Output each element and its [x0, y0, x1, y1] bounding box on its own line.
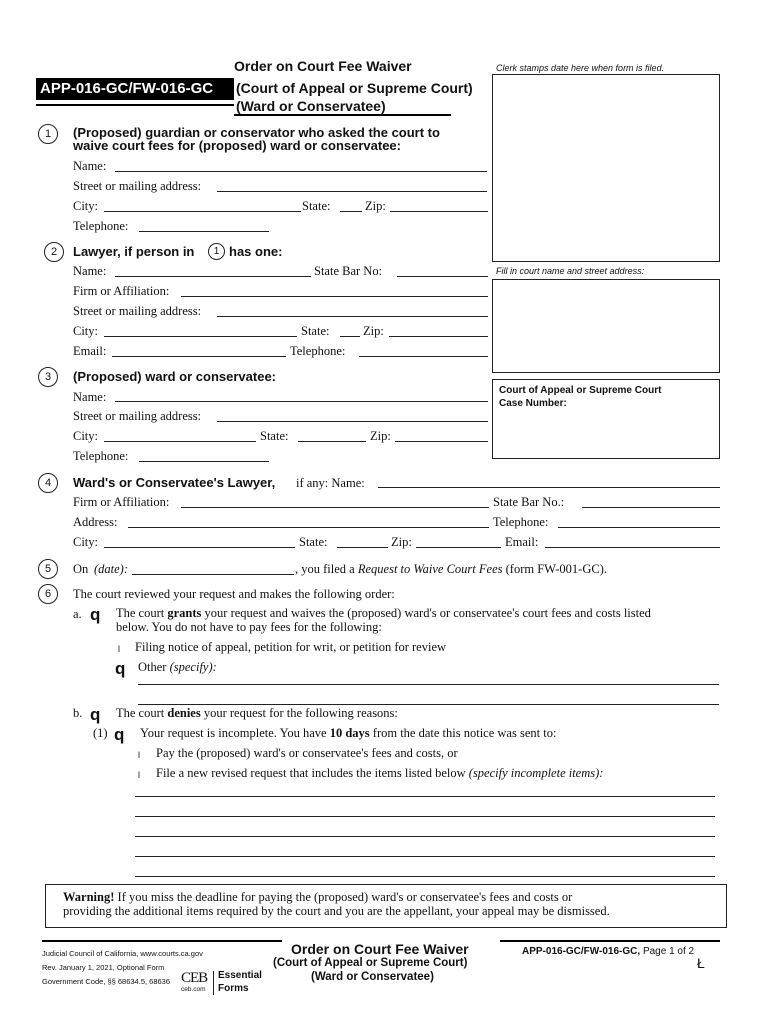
s3-city-label: City:: [73, 429, 99, 443]
s5-on-label: On: [73, 562, 89, 576]
s4-firm-input[interactable]: [181, 507, 489, 508]
s6a-checkbox[interactable]: q: [90, 605, 101, 624]
s6a-other-input-2[interactable]: [138, 704, 719, 705]
s1-name-input[interactable]: [115, 171, 487, 172]
s2-name-label: Name:: [73, 264, 107, 278]
incomplete-items-line-2[interactable]: [135, 816, 715, 817]
s6b1-text: Your request is incomplete. You have 10 days from the date this notice was sent to:: [140, 726, 557, 740]
incomplete-items-line-4[interactable]: [135, 856, 715, 857]
s2-zip-input[interactable]: [389, 336, 488, 337]
s6-intro: The court reviewed your request and makes the following order:: [73, 587, 395, 601]
incomplete-items-line-1[interactable]: [135, 796, 715, 797]
s4-city-input[interactable]: [104, 547, 295, 548]
ceb-logo-sub: ceb.com: [181, 986, 206, 993]
case-number-box[interactable]: [492, 379, 720, 459]
s3-zip-label: Zip:: [370, 429, 391, 443]
warning-box: [45, 884, 727, 928]
s4-state-label: State:: [299, 535, 328, 549]
s6a-other-input-1[interactable]: [138, 684, 719, 685]
incomplete-items-line-3[interactable]: [135, 836, 715, 837]
s6a-text-2: below. You do not have to pay fees for the following:: [116, 620, 382, 634]
s6a-text-1: The court grants your request and waives the (proposed) ward's or conservatee's court fees and costs listed: [116, 606, 651, 620]
case-number-label-1: Court of Appeal or Supreme Court: [499, 385, 662, 396]
s3-city-input[interactable]: [104, 441, 256, 442]
s2-bar-input[interactable]: [397, 276, 488, 277]
s6b-label: b.: [73, 706, 83, 720]
section-5-number: 5: [38, 559, 58, 579]
section-1-heading-2: waive court fees for (proposed) ward or conservatee:: [73, 138, 401, 153]
s6b-text: The court denies your request for the following reasons:: [116, 706, 398, 720]
section-1-heading-1: (Proposed) guardian or conservator who asked the court to: [73, 125, 440, 140]
s4-address-input[interactable]: [128, 527, 489, 528]
s4-name-label: if any: Name:: [296, 476, 365, 490]
s3-street-label: Street or mailing address:: [73, 409, 202, 423]
s2-email-input[interactable]: [112, 356, 286, 357]
s2-firm-input[interactable]: [181, 296, 488, 297]
footer-rule-right: [500, 940, 720, 942]
footer-title: Order on Court Fee Waiver: [291, 941, 469, 957]
s2-bar-label: State Bar No:: [314, 264, 383, 278]
s1-telephone-label: Telephone:: [73, 219, 129, 233]
section-3-number: 3: [38, 367, 58, 387]
s1-zip-input[interactable]: [390, 211, 488, 212]
court-address-note: Fill in court name and street address:: [496, 266, 645, 276]
footer-rule-left: [42, 940, 282, 942]
section-2-number: 2: [44, 242, 64, 262]
section-2-heading-a: Lawyer, if person in: [73, 244, 195, 259]
footer-revision: Rev. January 1, 2021, Optional Form: [42, 963, 165, 972]
s3-state-input[interactable]: [298, 441, 366, 442]
s1-telephone-input[interactable]: [139, 231, 269, 232]
s6b1-bullet-2: l: [138, 770, 140, 780]
s3-name-label: Name:: [73, 390, 107, 404]
s3-state-label: State:: [260, 429, 289, 443]
clerk-stamp-note: Clerk stamps date here when form is filed.: [496, 63, 665, 73]
section-2-heading-b: has one:: [229, 244, 283, 259]
s6b1-label: (1): [93, 726, 108, 740]
s1-state-label: State:: [302, 199, 331, 213]
header-subtitle-court: (Court of Appeal or Supreme Court): [236, 80, 473, 96]
s5-date-input[interactable]: [132, 574, 294, 575]
s5-date-label: (date):: [94, 562, 129, 576]
section-4-heading: Ward's or Conservatee's Lawyer,: [73, 475, 276, 490]
s6a-item-1: Filing notice of appeal, petition for writ, or petition for review: [135, 640, 447, 654]
s4-zip-label: Zip:: [391, 535, 412, 549]
warning-text-2: providing the additional items required by the court and you are the appellant, your appeal may be dismissed.: [63, 904, 610, 918]
s2-telephone-label: Telephone:: [290, 344, 346, 358]
s4-bar-input[interactable]: [582, 507, 720, 508]
s4-firm-label: Firm or Affiliation:: [73, 495, 170, 509]
s2-state-input[interactable]: [340, 336, 360, 337]
s2-zip-label: Zip:: [363, 324, 384, 338]
section-2-ref-number: 1: [208, 243, 225, 260]
s2-name-input[interactable]: [115, 276, 311, 277]
s4-telephone-label: Telephone:: [493, 515, 549, 529]
header-title: Order on Court Fee Waiver: [234, 58, 412, 74]
s4-telephone-input[interactable]: [558, 527, 720, 528]
footer-council: Judicial Council of California, www.courts.ca.gov: [42, 949, 203, 958]
s4-city-label: City:: [73, 535, 99, 549]
form-id-badge: APP-016-GC/FW-016-GC: [36, 78, 234, 100]
essential-forms-logo-2: Forms: [218, 983, 249, 994]
s1-name-label: Name:: [73, 159, 107, 173]
s2-city-input[interactable]: [104, 336, 297, 337]
s2-city-label: City:: [73, 324, 99, 338]
s6a-label: a.: [73, 607, 82, 621]
footer-subtitle-court: (Court of Appeal or Supreme Court): [273, 957, 468, 969]
section-6-number: 6: [38, 584, 58, 604]
s6b-checkbox[interactable]: q: [90, 705, 101, 724]
s4-address-label: Address:: [73, 515, 118, 529]
s2-street-input[interactable]: [217, 316, 488, 317]
s1-city-label: City:: [73, 199, 99, 213]
case-number-label-2: Case Number:: [499, 398, 567, 409]
ceb-logo: CEB: [181, 970, 208, 986]
header-underline: [234, 114, 451, 116]
s6a-bullet-1: l: [118, 644, 120, 654]
incomplete-items-line-5[interactable]: [135, 876, 715, 877]
s1-city-input[interactable]: [104, 211, 301, 212]
s6a-other-label: Other (specify):: [138, 660, 217, 674]
s6b1-bullet-1: l: [138, 750, 140, 760]
header-subtitle-ward: (Ward or Conservatee): [236, 98, 386, 114]
s2-state-label: State:: [301, 324, 330, 338]
s3-zip-input[interactable]: [395, 441, 488, 442]
s4-email-input[interactable]: [545, 547, 720, 548]
s3-name-input[interactable]: [115, 401, 488, 402]
s1-zip-label: Zip:: [365, 199, 386, 213]
footer-mark: Ł: [697, 955, 705, 971]
s4-zip-input[interactable]: [416, 547, 501, 548]
clerk-stamp-box: [492, 74, 720, 262]
warning-text-1: Warning! If you miss the deadline for paying the (proposed) ward's or conservatee's fees and costs or: [63, 890, 573, 904]
s1-street-label: Street or mailing address:: [73, 179, 202, 193]
section-3-heading: (Proposed) ward or conservatee:: [73, 369, 276, 384]
s6b1-checkbox[interactable]: q: [114, 725, 125, 744]
badge-underline: [36, 104, 234, 106]
s2-street-label: Street or mailing address:: [73, 304, 202, 318]
section-1-number: 1: [38, 124, 58, 144]
essential-forms-logo-1: Essential: [218, 970, 262, 981]
court-address-box[interactable]: [492, 279, 720, 373]
logo-divider: [213, 971, 214, 995]
s4-email-label: Email:: [505, 535, 539, 549]
s3-telephone-label: Telephone:: [73, 449, 129, 463]
s4-bar-label: State Bar No.:: [493, 495, 565, 509]
s4-state-input[interactable]: [337, 547, 388, 548]
footer-subtitle-ward: (Ward or Conservatee): [311, 971, 434, 983]
s3-street-input[interactable]: [217, 421, 488, 422]
s4-name-input[interactable]: [378, 487, 720, 488]
s1-street-input[interactable]: [217, 191, 487, 192]
s6b1-item-1: Pay the (proposed) ward's or conservatee's fees and costs, or: [156, 746, 458, 760]
footer-form-id: APP-016-GC/FW-016-GC, Page 1 of 2: [522, 946, 695, 957]
s3-telephone-input[interactable]: [139, 461, 269, 462]
s1-state-input[interactable]: [340, 211, 362, 212]
footer-code: Government Code, §§ 68634.5, 68636: [42, 977, 171, 986]
section-4-number: 4: [38, 473, 58, 493]
s5-statement: , you filed a Request to Waive Court Fees (form FW-001-GC).: [295, 562, 607, 576]
s2-firm-label: Firm or Affiliation:: [73, 284, 170, 298]
s2-email-label: Email:: [73, 344, 107, 358]
s2-telephone-input[interactable]: [359, 356, 488, 357]
s6b1-item-2: File a new revised request that includes the items listed below (specify incomplete items):: [156, 766, 604, 780]
s6a-other-checkbox[interactable]: q: [115, 659, 126, 678]
